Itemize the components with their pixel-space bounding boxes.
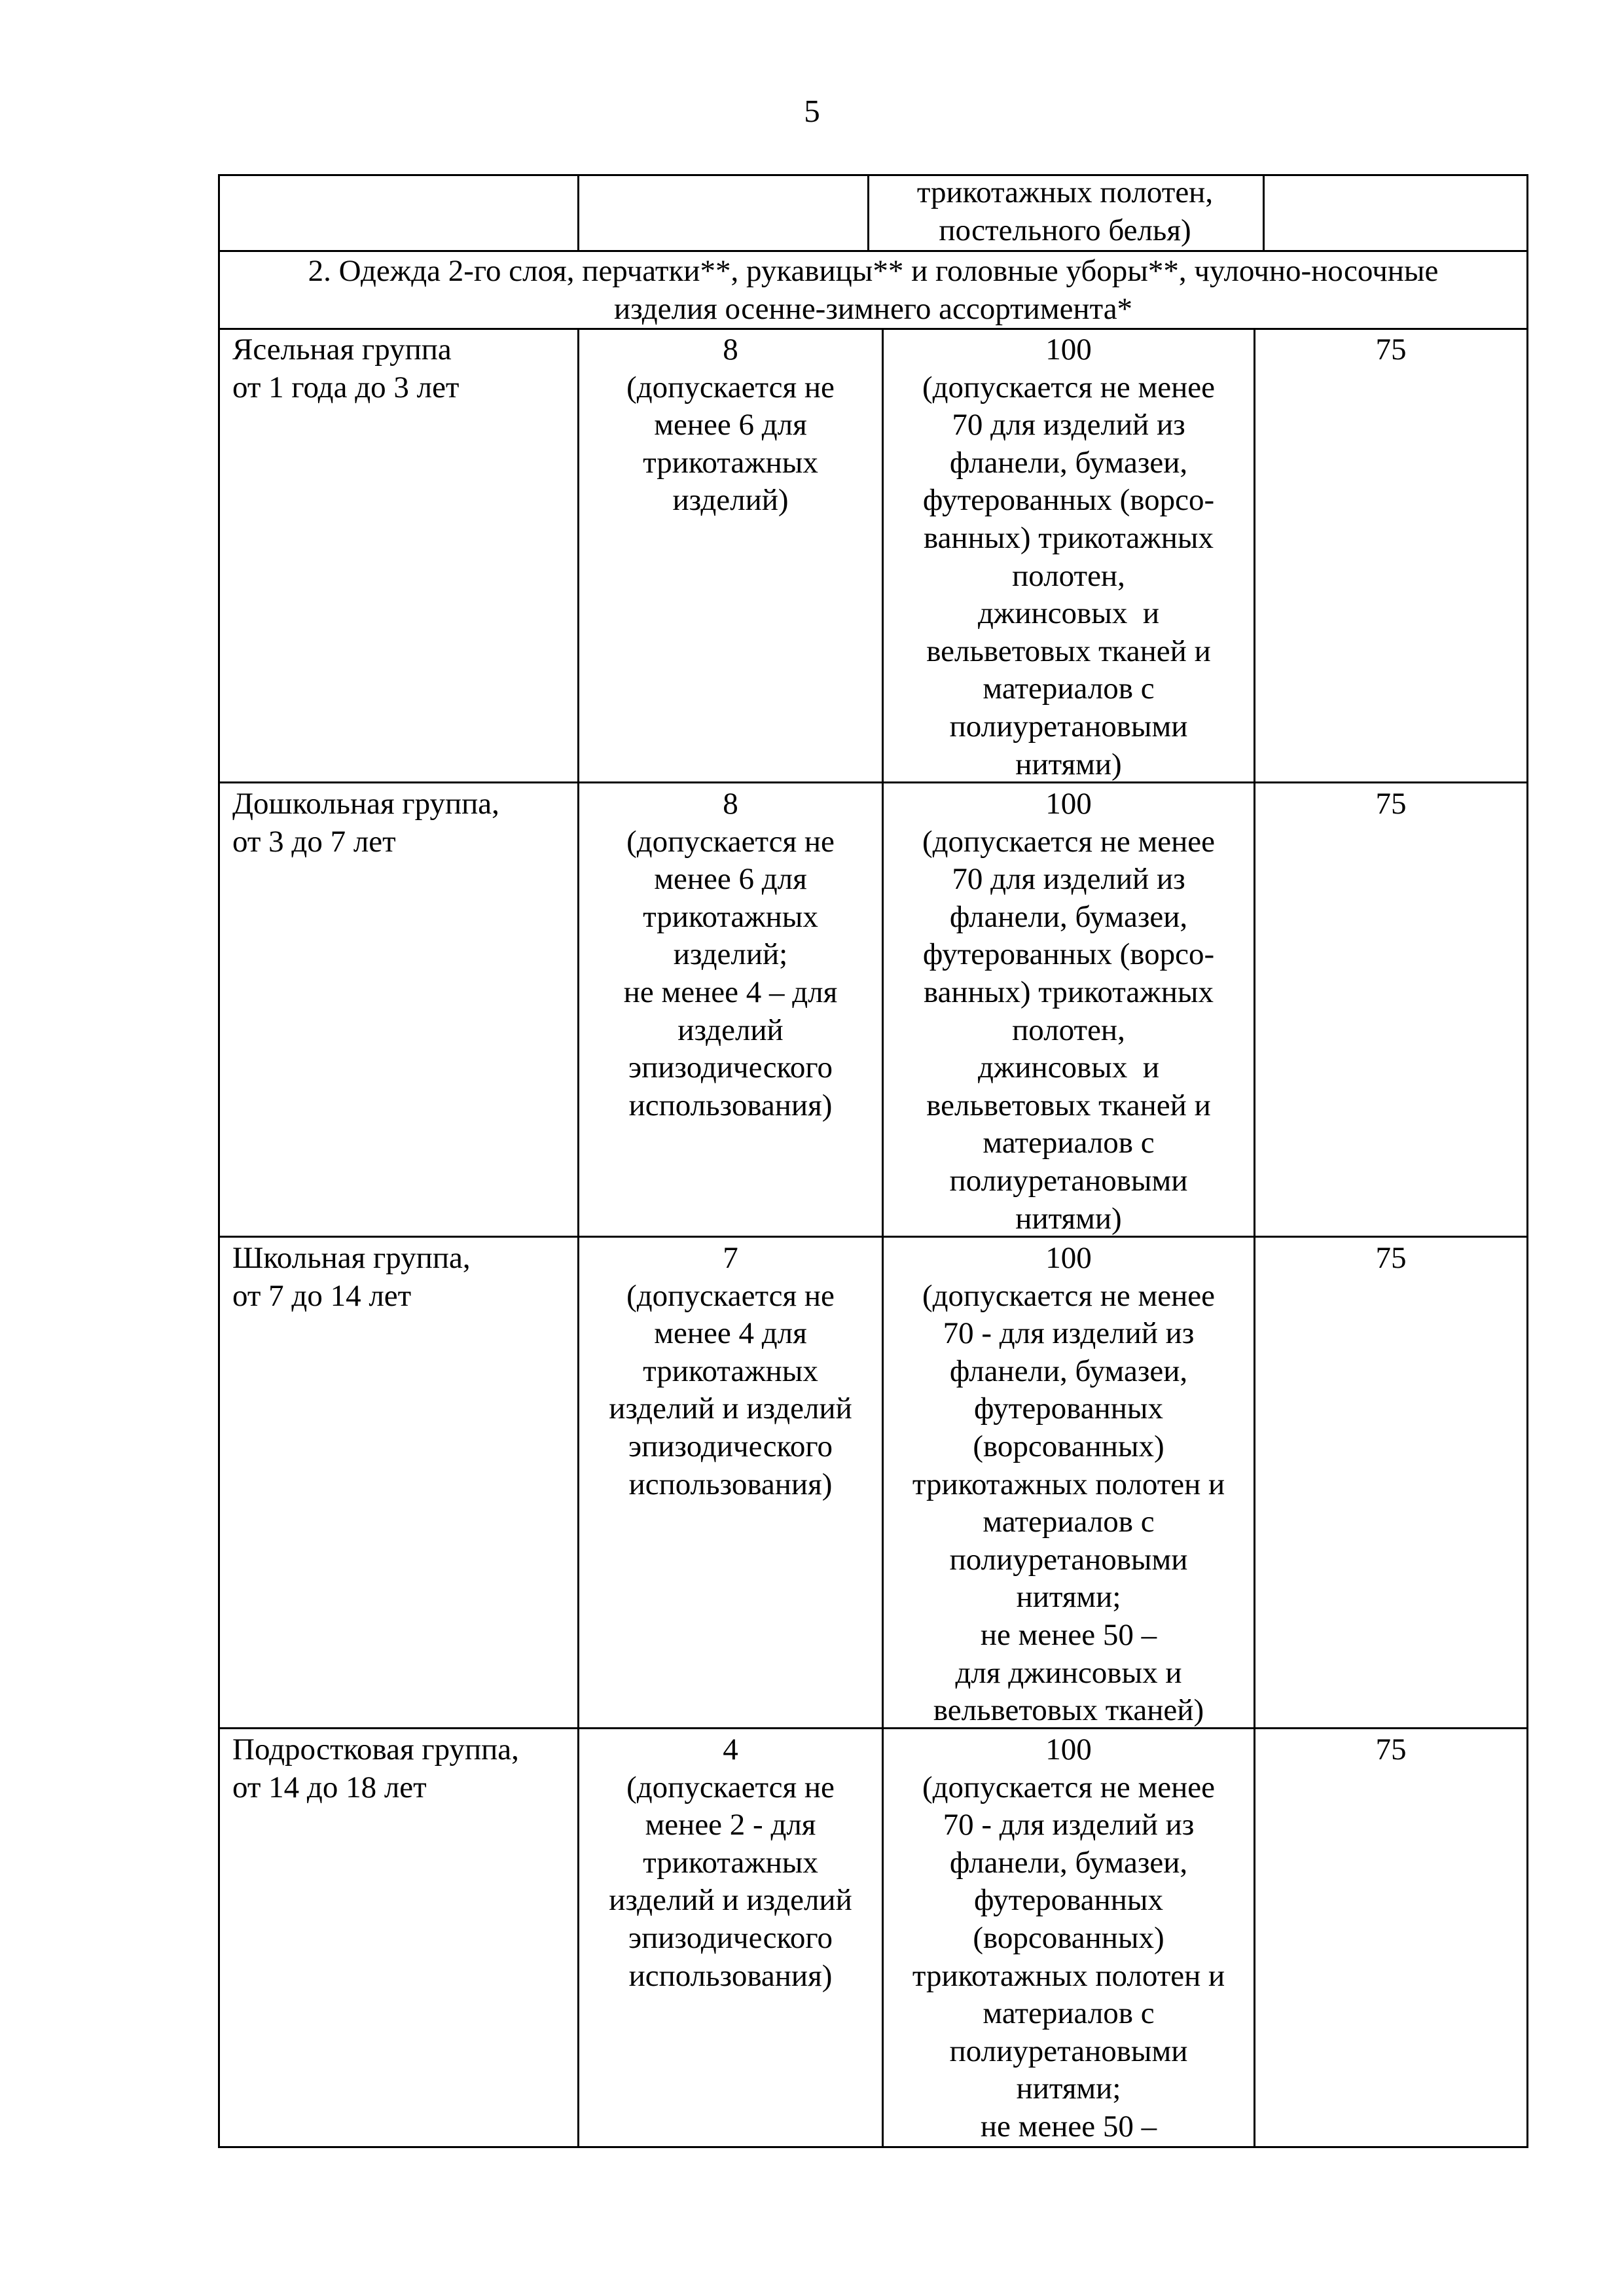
age-group-cell: Дошкольная группа, от 3 до 7 лет bbox=[232, 787, 499, 859]
table-rule bbox=[218, 781, 1528, 783]
table-cell: 8 (допускается не менее 6 для трикотажных изделий; не менее 4 – для изделий эпизодического использования) bbox=[623, 787, 838, 1122]
table-rule bbox=[218, 1236, 1528, 1238]
table-cell: 75 bbox=[1375, 332, 1407, 367]
table-cell: 100 (допускается не менее 70 - для изделий из фланели, бумазеи, футерованных (ворсованных) трикотажных полотен и материалов с полиуретановыми нитями; не менее 50 – для джинсовых и вельветовых тканей) bbox=[912, 1241, 1225, 1728]
requirements-table bbox=[218, 174, 1528, 2148]
table-cell: 100 (допускается не менее 70 для изделий из фланели, бумазеи, футерованных (ворсо- ванных) трикотажных полотен, джинсовых и вельветовых тканей и материалов с полиуретановыми нитями) bbox=[922, 332, 1215, 781]
page-number: 5 bbox=[804, 93, 820, 129]
table-cell: 8 (допускается не менее 6 для трикотажных изделий) bbox=[626, 332, 835, 518]
table-rule bbox=[577, 174, 579, 250]
table-cell: 100 (допускается не менее 70 для изделий из фланели, бумазеи, футерованных (ворсо- ванных) трикотажных полотен, джинсовых и вельветовых тканей и материалов с полиуретановыми нитями) bbox=[922, 787, 1215, 1236]
table-cell: 75 bbox=[1375, 787, 1407, 821]
age-group-cell: Подростковая группа, от 14 до 18 лет bbox=[232, 1732, 519, 1804]
table-cell: 7 (допускается не менее 4 для трикотажных изделий и изделий эпизодического использования) bbox=[609, 1241, 852, 1501]
age-group-cell: Школьная группа, от 7 до 14 лет bbox=[232, 1241, 471, 1313]
table-cell: 4 (допускается не менее 2 - для трикотажных изделий и изделий эпизодического использования) bbox=[609, 1732, 852, 1993]
table-rule bbox=[1263, 174, 1265, 250]
table-rule bbox=[1526, 174, 1528, 2148]
table-cell: 75 bbox=[1375, 1732, 1407, 1767]
table-rule bbox=[1254, 328, 1255, 2148]
table-rule bbox=[218, 2146, 1528, 2148]
table-rule bbox=[218, 1727, 1528, 1729]
age-group-cell: Ясельная группа от 1 года до 3 лет bbox=[232, 332, 460, 404]
section-title: 2. Одежда 2-го слоя, перчатки**, рукавицы** и головные уборы**, чулочно-носочные изделия осенне-зимнего ассортимента* bbox=[308, 254, 1439, 326]
continuation-cell: трикотажных полотен, постельного белья) bbox=[916, 175, 1214, 247]
table-rule bbox=[218, 174, 220, 2148]
table-rule bbox=[218, 250, 1528, 252]
table-rule bbox=[218, 328, 1528, 330]
table-cell: 75 bbox=[1375, 1241, 1407, 1275]
table-cell: 100 (допускается не менее 70 - для изделий из фланели, бумазеи, футерованных (ворсованных) трикотажных полотен и материалов с полиуретановыми нитями; не менее 50 – bbox=[912, 1732, 1225, 2144]
